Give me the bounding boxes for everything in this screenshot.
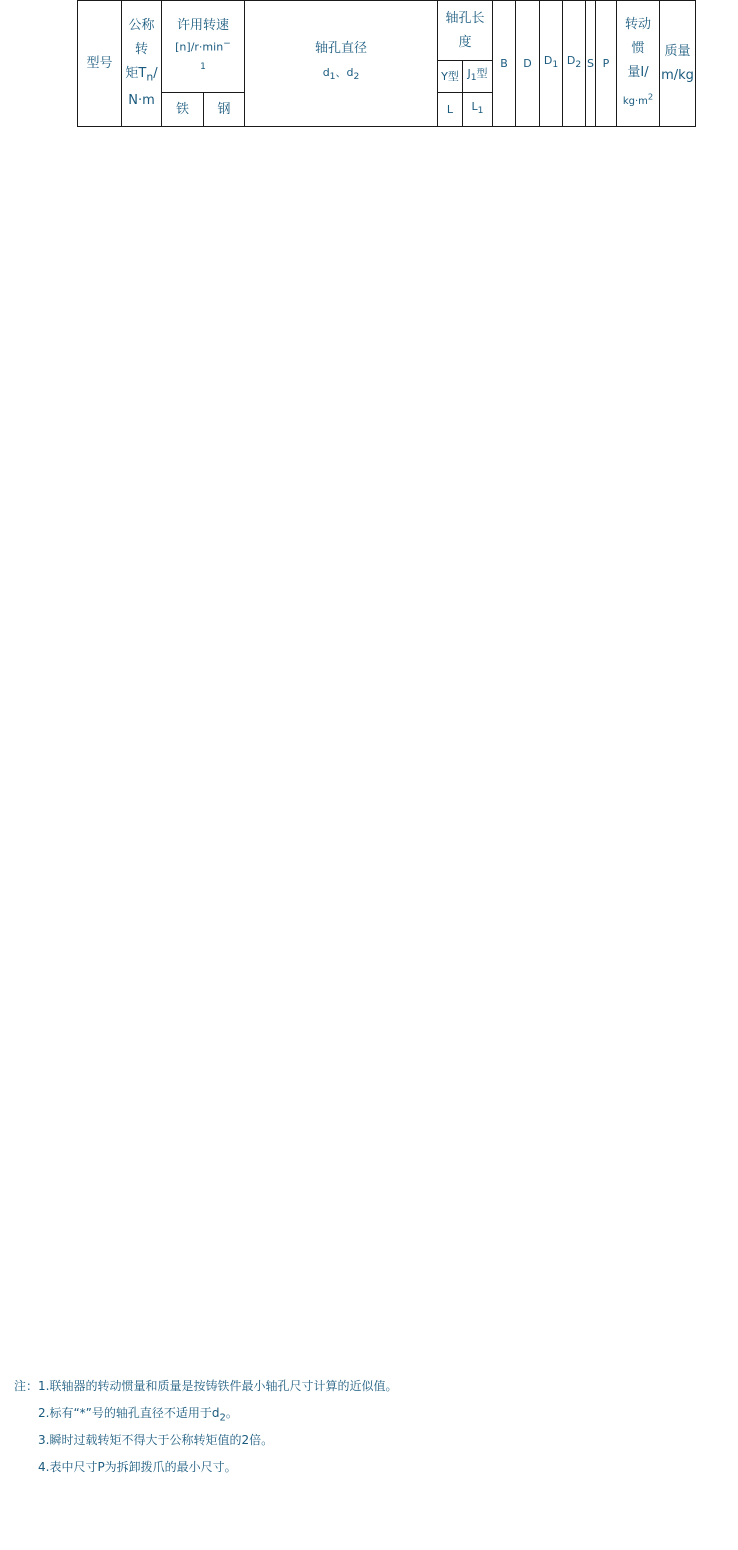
footnotes <box>14 1376 397 1484</box>
header-P: P <box>596 1 617 127</box>
header-iron: 铁 <box>162 93 204 127</box>
note-3: 3.瞬时过载转矩不得大于公称转矩值的2倍。 <box>38 1433 274 1447</box>
coupling-spec-table <box>77 0 696 127</box>
header-y-type: Y型 <box>438 61 463 93</box>
header-torque: 公称 转 矩$T_n/$ N·m <box>122 1 162 127</box>
header-j1-type: $J_1$型 <box>463 61 493 93</box>
note-4: 4.表中尺寸P为拆卸拨爪的最小尺寸。 <box>38 1460 237 1474</box>
header-D2: $D_2$ <box>563 1 586 127</box>
header-L: L <box>438 93 463 127</box>
header-D1: $D_1$ <box>540 1 563 127</box>
header-speed: 许用转速 [n]/r·min− 1 <box>162 1 245 93</box>
note-2: 2.标有“*”号的轴孔直径不适用于$d_2$。 <box>38 1406 238 1424</box>
header-L1: $L_1$ <box>463 93 493 127</box>
header-S: S <box>586 1 596 127</box>
header-mass: 质量 m/kg <box>660 1 696 127</box>
header-model: 型号 <box>78 1 122 127</box>
header-D: D <box>516 1 540 127</box>
header-inertia: 转动 惯 量I/ $kg\cdot m^2$ <box>617 1 660 127</box>
note-1: 注：1.联轴器的转动惯量和质量是按铸铁件最小轴孔尺寸计算的近似值。 <box>14 1379 398 1393</box>
header-bore-diameter: 轴孔直径 $d_1$、$d_2$ <box>245 1 438 127</box>
header-bore-length: 轴孔长 度 <box>438 1 493 61</box>
header-steel: 钢 <box>204 93 245 127</box>
header-B: B <box>493 1 516 127</box>
